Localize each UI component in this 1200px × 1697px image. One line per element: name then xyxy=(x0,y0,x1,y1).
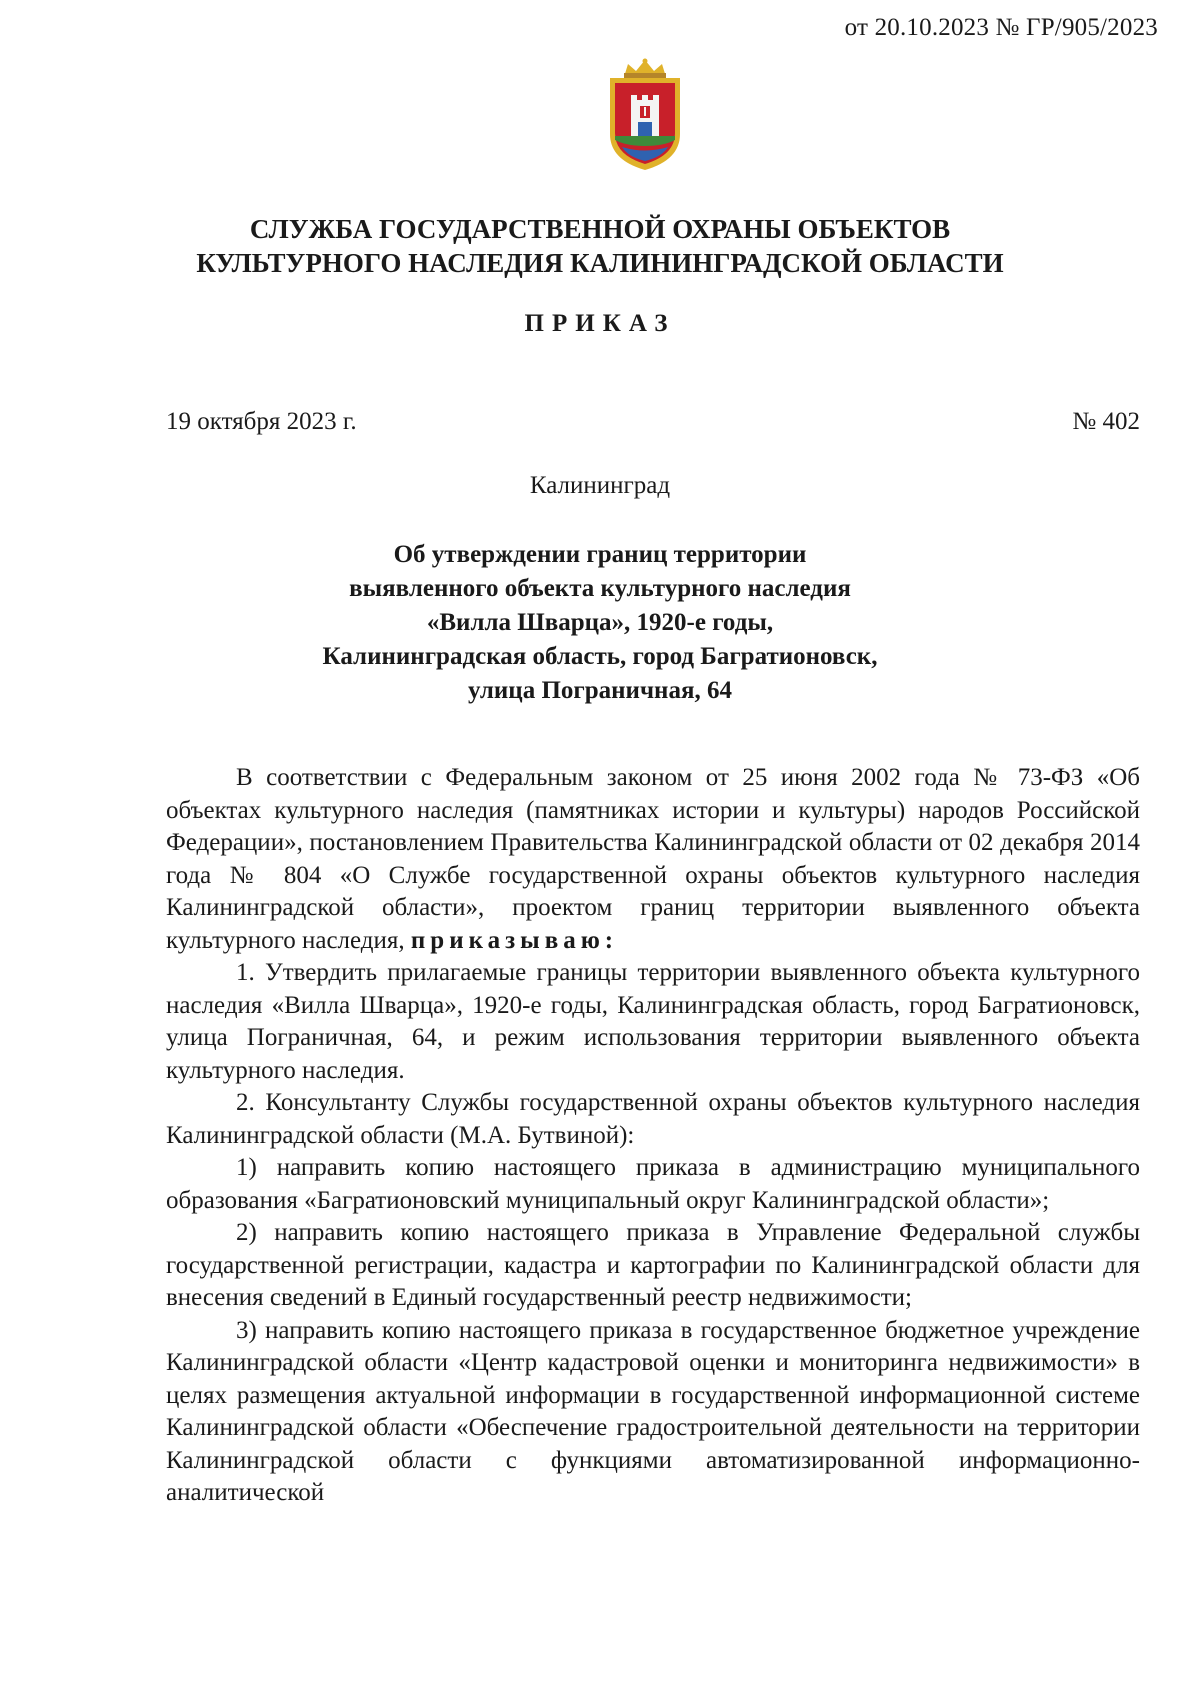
order-body xyxy=(166,762,1140,1510)
body-paragraph: 2) направить копию настоящего приказа в Управление Федеральной службы государственной регистрации, кадастра и картографии по Калининградской области для внесения сведений в Единый государственный реестр недвижимости; xyxy=(166,1219,1140,1311)
body-paragraph: 1. Утвердить прилагаемые границы территории выявленного объекта культурного наследия «Вилла Шварца», 1920-е годы, Калининградская область, город Багратионовск, улица Пограничная, 64, и режим использования территории выявленного объекта культурного наследия. xyxy=(166,959,1140,1084)
kaliningrad-coat-of-arms-icon xyxy=(600,56,690,174)
intro-text: В соответствии с Федеральным законом от 25 июня 2002 года № 73-ФЗ «Об объектах культурного наследия (памятниках истории и культуры) народов Российской Федерации», постановлением Правительства Калининградской области от 02 декабря 2014 года № 804 «О Службе государственной охраны объектов культурного наследия Калининградской области», проектом границ территории выявленного объекта культурного наследия, xyxy=(166,764,1140,954)
command-word: приказываю: xyxy=(410,926,619,954)
body-paragraph: 3) направить копию настоящего приказа в государственное бюджетное учреждение Калининградской области «Центр кадастровой оценки и мониторинга недвижимости» в целях размещения актуальной информации в государственной информационной системе Калининградской области «Обеспечение градостроительной деятельности на территории Калининградской области с функциями автоматизированной информационно-аналитической xyxy=(166,1316,1140,1506)
city: Калининград xyxy=(529,472,671,499)
subject-line: «Вилла Шварца», 1920-е годы, xyxy=(426,609,774,636)
subject-line: выявленного объекта культурного наследия xyxy=(349,575,851,602)
organization-name xyxy=(0,212,1200,280)
organization-name-line: КУЛЬТУРНОГО НАСЛЕДИЯ КАЛИНИНГРАДСКОЙ ОБЛАСТИ xyxy=(196,248,1004,278)
body-paragraph: 1) направить копию настоящего приказа в администрацию муниципального образования «Багратионовский муниципальный округ Калининградской области»; xyxy=(166,1154,1140,1214)
body-paragraph-intro xyxy=(166,762,1140,957)
organization-name-line: СЛУЖБА ГОСУДАРСТВЕННОЙ ОХРАНЫ ОБЪЕКТОВ xyxy=(249,214,951,244)
body-paragraph: 2. Консультанту Службы государственной охраны объектов культурного наследия Калининградской области (М.А. Бутвиной): xyxy=(166,1089,1140,1149)
order-subject xyxy=(0,538,1200,708)
order-number: № 402 xyxy=(1072,408,1140,435)
registration-number: от 20.10.2023 № ГР/905/2023 xyxy=(844,14,1158,41)
order-date: 19 октября 2023 г. xyxy=(166,408,357,435)
document-type: ПРИКАЗ xyxy=(524,310,676,337)
subject-line: Калининградская область, город Багратионовск, xyxy=(322,643,878,670)
subject-line: улица Пограничная, 64 xyxy=(467,677,732,704)
subject-line: Об утверждении границ территории xyxy=(393,541,807,568)
